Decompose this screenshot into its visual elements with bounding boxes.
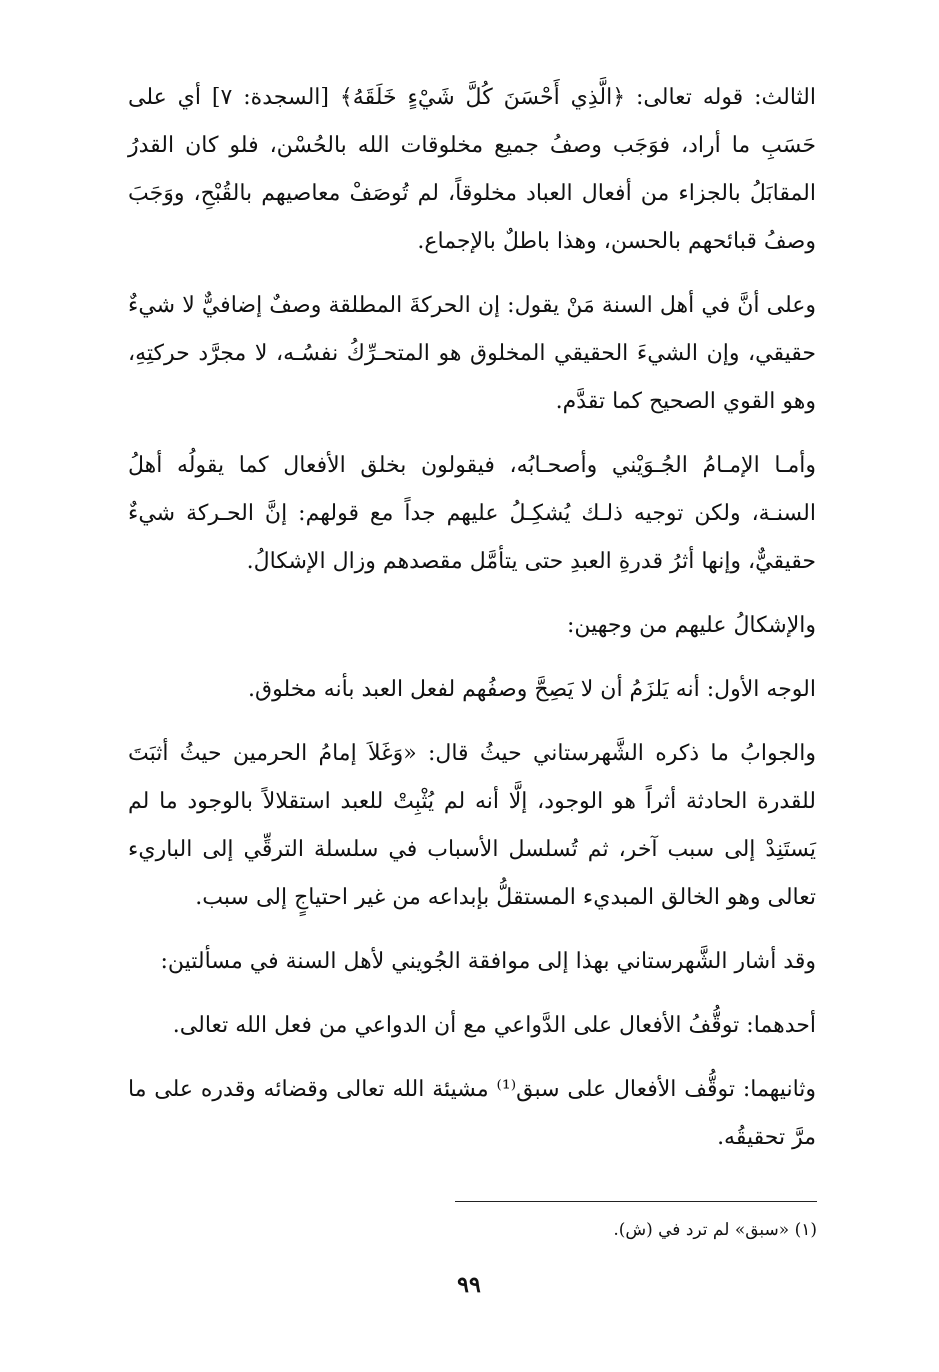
paragraph-2: وعلى أنَّ في أهل السنة مَنْ يقول: إن الحركةَ المطلقة وصفٌ إضافيٌّ لا شيءٌ حقيقي، وإن الشيءَ الحقيقي المخلوق هو المتحـرِّكُ نفسُـه، لا مجرَّد حركتِهِ، وهو القوي الصحيح كما تقدَّم.: [128, 293, 816, 414]
paragraph-5: الوجه الأول: أنه يَلزَمُ أن لا يَصِحَّ وصفُهم لفعل العبد بأنه مخلوق.: [248, 677, 816, 702]
footnote: (١) «سبق» لم ترد في (ش).: [613, 1220, 817, 1240]
body-text: [128, 74, 816, 1178]
paragraph-1: الثالث: قوله تعالى: ﴿الَّذِي أَحْسَنَ كُلَّ شَيْءٍ خَلَقَهُ﴾ [السجدة: ٧] أي على حَسَبِ ما أراد، فوَجَب وصفُ جميع مخلوقات الله بالحُسْن، فلو كان القدرُ المقابَلُ بالجزاء من أفعال العباد مخلوقاً، لم تُوصَفْ معاصيهم بالقُبْحِ، ووَجَبَ وصفُ قبائحهم بالحسن، وهذا باطلٌ بالإجماع.: [128, 85, 816, 254]
page-number: ٩٩: [457, 1272, 481, 1298]
paragraph-9: وثانيهما: توقُّف الأفعال على سبق⁽¹⁾ مشيئة الله تعالى وقضائه وقدره على ما مرَّ تحقيقُه.: [128, 1077, 817, 1150]
paragraph-7: وقد أشار الشَّهرستاني بهذا إلى موافقة الجُويني لأهل السنة في مسألتين:: [160, 949, 816, 974]
footnote-divider: [455, 1201, 817, 1202]
paragraph-8: أحدهما: توقُّفُ الأفعال على الدَّواعي مع أن الدواعي من فعل الله تعالى.: [172, 1013, 816, 1038]
paragraph-4: والإشكالُ عليهم من وجهين:: [566, 613, 816, 638]
paragraph-6: والجوابُ ما ذكره الشَّهرستاني حيثُ قال: «وَغَلاَ إمامُ الحرمين حيثُ أثبَتَ للقدرة الحادثة أثراً هو الوجود، إلَّا أنه لم يُثْبِتْ للعبد استقلالاً بالوجود ما لم يَستَنِدْ إلى سبب آخر، ثم تُسلسل الأسباب في سلسلة الترقِّي إلى الباريء تعالى وهو الخالق المبديء المستقلُّ بإبداعه من غير احتياجٍ إلى سبب.: [128, 741, 816, 910]
paragraph-3: وأمـا الإمـامُ الجُـوَيْني وأصحـابُه، فيقولون بخلق الأفعال كما يقولُه أهلُ السنـة، ولكن توجيه ذلـك يُشكِـلُ عليهم جداً مع قولهم: إنَّ الحـركة شيءٌ حقيقيٌّ، وإنها أثرُ قدرةِ العبدِ حتى يتأمَّل مقصدهم وزال الإشكالُ.: [128, 453, 816, 574]
